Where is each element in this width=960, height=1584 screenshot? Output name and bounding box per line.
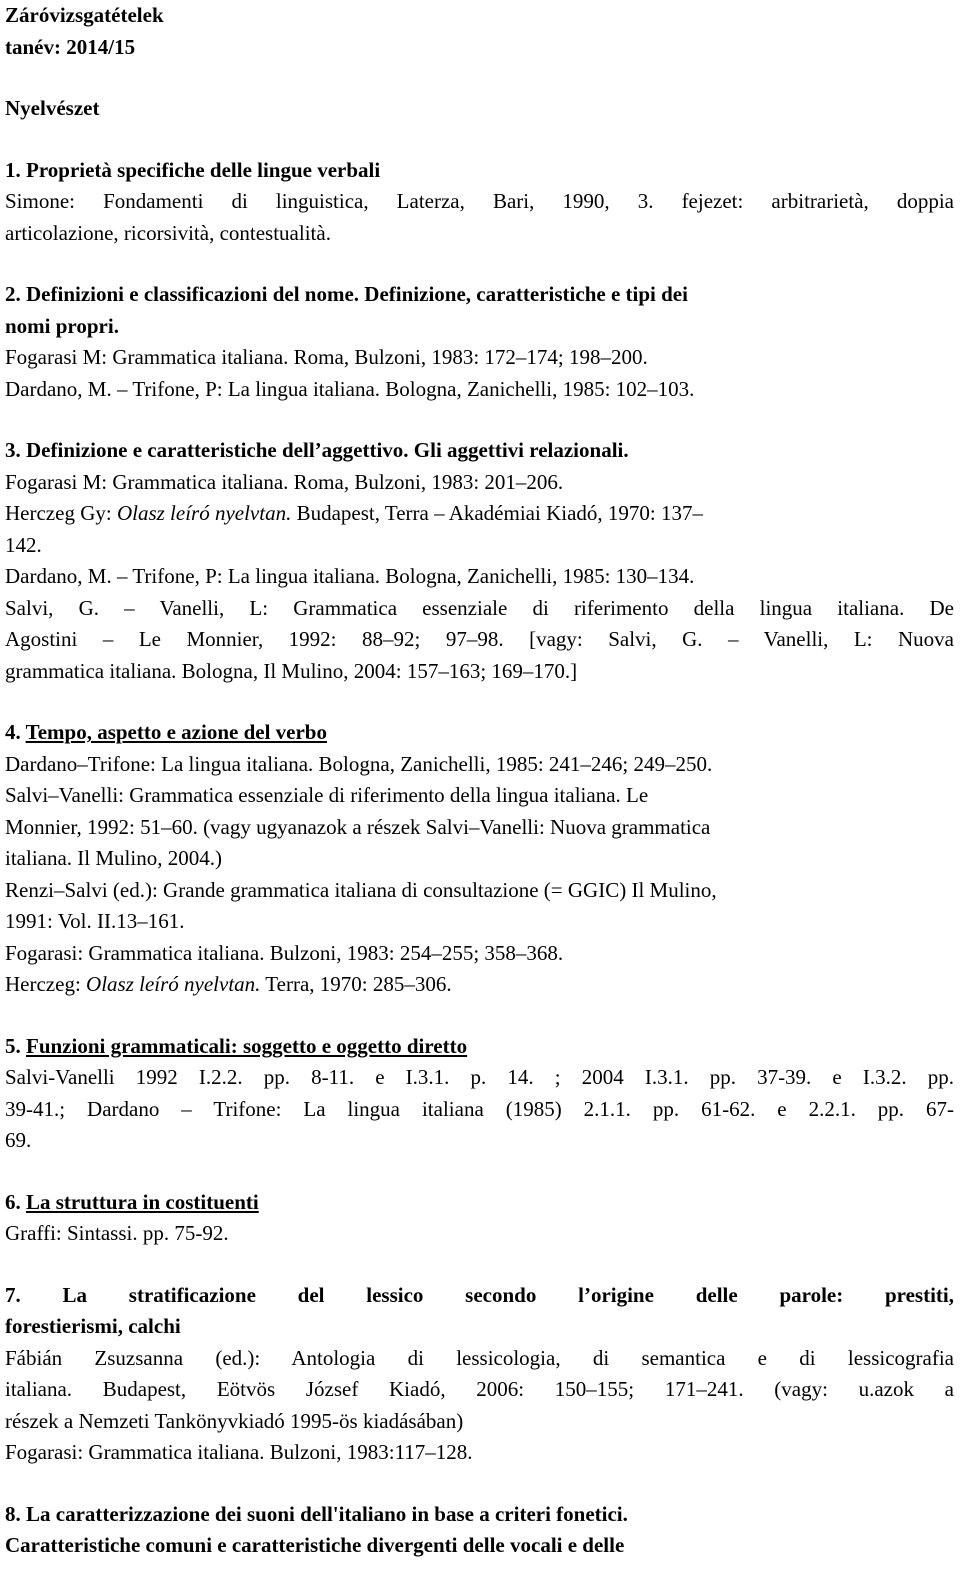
- topic-2-reference: Dardano, M. – Trifone, P: La lingua italiana. Bologna, Zanichelli, 1985: 102–103.: [5, 376, 695, 401]
- topic-4-number: 4.: [5, 720, 21, 744]
- topic-4-reference: Renzi–Salvi (ed.): Grande grammatica italiana di consultazione (= GGIC) Il Mulino,: [5, 877, 717, 902]
- topic-3-reference: Fogarasi M: Grammatica italiana. Roma, Bulzoni, 1983: 201–206.: [5, 469, 564, 494]
- topic-4-reference: Salvi–Vanelli: Grammatica essenziale di riferimento della lingua italiana. Le: [5, 783, 649, 807]
- reference-book-title: Olasz leíró nyelvtan.: [86, 972, 261, 996]
- topic-7-title: La stratificazione del lessico secondo l’origine delle parole: prestiti,: [62, 1282, 954, 1307]
- topic-4-reference: [5, 969, 954, 1001]
- topic-5-heading: [5, 1031, 954, 1063]
- topic-4-reference: Dardano–Trifone: La lingua italiana. Bologna, Zanichelli, 1985: 241–246; 249–250.: [5, 751, 713, 776]
- topic-4-heading: [5, 717, 954, 749]
- topic-3-reference: Dardano, M. – Trifone, P: La lingua italiana. Bologna, Zanichelli, 1985: 130–134.: [5, 564, 695, 588]
- reference-publisher: Budapest, Terra – Akadémiai Kiadó, 1970: 137–: [291, 501, 703, 525]
- topic-5-reference: Salvi-Vanelli 1992 I.2.2. pp. 8-11. e I.3.1. p. 14. ; 2004 I.3.1. pp. 37-39. e I.3.2. pp.: [5, 1065, 954, 1089]
- topic-7-heading: forestierismi, calchi: [5, 1314, 181, 1338]
- topic-8-heading: 8. La caratterizzazione dei suoni dell'italiano in base a criteri fonetici.: [5, 1501, 628, 1526]
- topic-5-reference: 39-41.; Dardano – Trifone: La lingua italiana (1985) 2.1.1. pp. 61-62. e 2.2.1. pp. 67-: [5, 1096, 954, 1121]
- topic-2-heading: nomi propri.: [5, 313, 119, 338]
- topic-5-number: 5.: [5, 1033, 21, 1058]
- reference-publisher: Terra, 1970: 285–306.: [260, 972, 452, 996]
- topic-3-heading: 3. Definizione e caratteristiche dell’aggettivo. Gli aggettivi relazionali.: [5, 438, 629, 462]
- topic-3-reference: grammatica italiana. Bologna, Il Mulino, 2004: 157–163; 169–170.]: [5, 658, 578, 683]
- topic-2-reference: Fogarasi M: Grammatica italiana. Roma, Bulzoni, 1983: 172–174; 198–200.: [5, 345, 648, 369]
- topic-6-title: La struttura in costituenti: [26, 1189, 259, 1214]
- topic-1-reference-line: articolazione, ricorsività, contestualità.: [5, 220, 331, 245]
- topic-6-number: 6.: [5, 1189, 21, 1214]
- topic-7-reference: Fábián Zsuzsanna (ed.): Antologia di lessicologia, di semantica e di lessicografia: [5, 1345, 954, 1370]
- reference-book-title: Olasz leíró nyelvtan.: [116, 501, 292, 525]
- topic-4-reference: italiana. Il Mulino, 2004.): [5, 846, 222, 870]
- topic-5-title: Funzioni grammaticali: soggetto e oggetto diretto: [26, 1033, 468, 1058]
- topic-3-reference: [5, 498, 954, 530]
- topic-7-number: 7.: [5, 1282, 21, 1307]
- reference-author: Herczeg:: [5, 972, 87, 996]
- topic-4-title: Tempo, aspetto e azione del verbo: [25, 720, 327, 744]
- topic-6-reference: Graffi: Sintassi. pp. 75-92.: [5, 1221, 229, 1245]
- topic-7-reference: italiana. Budapest, Eötvös József Kiadó, 2006: 150–155; 171–241. (vagy: u.azok a: [5, 1377, 954, 1401]
- topic-1-heading: [5, 155, 954, 187]
- topic-4-reference: Monnier, 1992: 51–60. (vagy ugyanazok a részek Salvi–Vanelli: Nuova grammatica: [5, 814, 711, 839]
- topic-1-number: 1.: [5, 157, 21, 182]
- topic-3-reference: Agostini – Le Monnier, 1992: 88–92; 97–98. [vagy: Salvi, G. – Vanelli, L: Nuova: [5, 627, 954, 651]
- topic-7-reference: részek a Nemzeti Tankönyvkiadó 1995-ös kiadásában): [5, 1408, 464, 1433]
- topic-1-title: Proprietà specifiche delle lingue verbali: [26, 157, 381, 182]
- topic-4-reference: 1991: Vol. II.13–161.: [5, 909, 185, 933]
- topic-1-reference-line: Simone: Fondamenti di linguistica, Laterza, Bari, 1990, 3. fejezet: arbitrarietà, doppia: [5, 189, 954, 213]
- topic-8-heading: Caratteristiche comuni e caratteristiche divergenti delle vocali e delle: [5, 1533, 625, 1557]
- topic-3-reference: 142.: [5, 532, 42, 557]
- topic-3-reference: Salvi, G. – Vanelli, L: Grammatica essenziale di riferimento della lingua italiana. De: [5, 595, 954, 620]
- school-year: tanév: 2014/15: [5, 34, 136, 59]
- topic-4-reference: Fogarasi: Grammatica italiana. Bulzoni, 1983: 254–255; 358–368.: [5, 940, 564, 965]
- topic-2-heading: 2. Definizioni e classificazioni del nome. Definizione, caratteristiche e tipi dei: [5, 282, 688, 306]
- topic-6-heading: [5, 1187, 954, 1219]
- topic-7-heading: [5, 1280, 954, 1312]
- topic-7-reference: Fogarasi: Grammatica italiana. Bulzoni, 1983:117–128.: [5, 1440, 473, 1464]
- reference-author: Herczeg Gy:: [5, 501, 117, 525]
- topic-5-reference: 69.: [5, 1128, 32, 1152]
- section-heading: Nyelvészet: [5, 96, 100, 120]
- document-title: Záróvizsgatételek: [5, 3, 164, 27]
